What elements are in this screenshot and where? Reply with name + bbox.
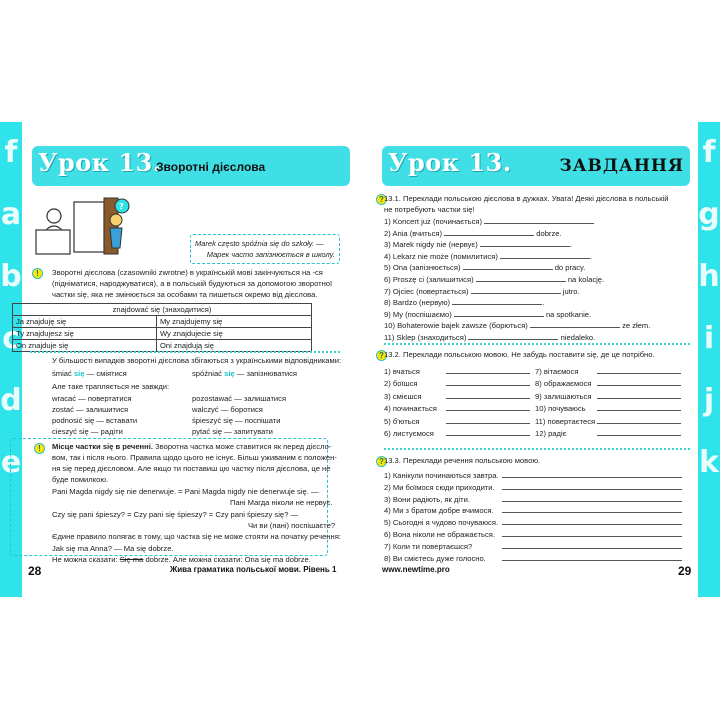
task-2-item: 11) повертаєтеся — [535, 416, 681, 427]
answer-blank[interactable] — [454, 309, 544, 317]
classroom-illustration — [32, 194, 142, 260]
divider — [30, 351, 340, 353]
table-cell: My znajdujemy się — [156, 316, 311, 328]
table-cell: Ty znajdujesz się — [13, 328, 157, 340]
match-example-2: spóźniać się — запізнюватися — [192, 369, 297, 378]
answer-blank[interactable] — [502, 482, 682, 490]
answer-blank[interactable] — [597, 416, 681, 424]
table-row — [13, 340, 312, 352]
task-2-item: 1) вчаться — [384, 366, 530, 377]
edge-letter: d — [0, 383, 22, 418]
task-3-item: 7) Коли ти повертаєшся? — [384, 541, 682, 552]
answer-blank[interactable] — [500, 251, 590, 259]
svg-text:?: ? — [119, 202, 124, 211]
answer-blank[interactable] — [502, 529, 682, 537]
answer-blank[interactable] — [597, 403, 681, 411]
example-3: Jak się ma Anna? — Ma się dobrze. — [52, 544, 174, 553]
answer-blank[interactable] — [463, 262, 553, 270]
task-1-item: 2) Ania (вчиться) dobrze. — [384, 228, 562, 238]
page-number-right: 29 — [678, 564, 692, 578]
answer-blank[interactable] — [446, 416, 530, 424]
pair-left-3: podnosić się — вставати — [52, 416, 138, 425]
task-3-item: 4) Ми з братом добре вчимося. — [384, 505, 682, 516]
task-2-item: 4) починається — [384, 403, 530, 414]
answer-blank[interactable] — [471, 286, 561, 294]
task-3-item: 8) Ви смієтесь дуже голосно. — [384, 553, 682, 564]
answer-blank[interactable] — [502, 494, 682, 502]
lesson-title: Урок 13. — [38, 148, 162, 177]
table-cell: Ja znajduję się — [13, 316, 157, 328]
but-text: Але таке трапляється не завжди: — [52, 382, 170, 391]
conjugation-table — [12, 303, 312, 352]
answer-blank[interactable] — [446, 403, 530, 411]
answer-blank[interactable] — [597, 391, 681, 399]
footer-right: www.newtime.pro — [382, 565, 450, 574]
task-2-item: 12) радіє — [535, 428, 681, 439]
task-2-item: 6) листуємося — [384, 428, 530, 439]
intro-line: Зворотні дієслова (czasowniki zwrotne) в українській мові закінчуються на -ся — [52, 268, 323, 277]
task-header — [382, 146, 690, 186]
example-bubble — [190, 234, 340, 264]
task-3-item: 1) Канікули починаються завтра. — [384, 470, 682, 481]
table-row — [13, 328, 312, 340]
task-2-item: 8) ображаємося — [535, 378, 681, 389]
question-icon: ? — [376, 350, 387, 361]
edge-letter: e — [0, 445, 22, 480]
answer-blank[interactable] — [530, 320, 620, 328]
divider — [384, 448, 690, 450]
answer-blank[interactable] — [502, 505, 682, 513]
task-2-item: 5) б'ються — [384, 416, 530, 427]
edge-letter: j — [703, 383, 715, 418]
task-1-item: 11) Sklep (знаходиться) niedaleko. — [384, 333, 596, 342]
edge-letter: k — [699, 445, 719, 480]
match-intro: У більшості випадків зворотні дієслова збігаються з українськими відповідниками: — [52, 356, 342, 365]
table-header: znajdować się (знаходитися) — [13, 304, 312, 316]
info-icon: ! — [32, 268, 43, 279]
task-2-item: 10) почуваюсь — [535, 403, 681, 414]
answer-blank[interactable] — [446, 428, 530, 436]
divider — [384, 343, 690, 345]
answer-blank[interactable] — [476, 274, 566, 282]
task-1-item: 8) Bardzo (нервую) . — [384, 298, 545, 308]
answer-blank[interactable] — [446, 391, 530, 399]
task-1-item: 1) Koncert już (починається) — [384, 216, 594, 227]
table-cell: Wy znajdujecie się — [156, 328, 311, 340]
example-1: Pani Magda nigdy się nie denerwuje. = Pani Magda nigdy nie denerwuje się. — — [52, 487, 319, 496]
answer-blank[interactable] — [446, 366, 530, 374]
example-2-ua: Чи ви (пані) поспішаєте? — [248, 521, 336, 530]
answer-blank[interactable] — [502, 470, 682, 478]
answer-blank[interactable] — [502, 517, 682, 525]
answer-blank[interactable] — [484, 216, 594, 224]
lesson-header — [32, 146, 350, 186]
edge-letter: f — [4, 135, 18, 170]
task-3-item: 3) Вони радіють, як діти. — [384, 494, 682, 505]
rule-line: Єдине правило полягає в тому, що частка się не може стояти на початку речення: — [52, 532, 341, 541]
intro-line: частки się, яка не змінюється за особами та пишеться окремо від дієслова. — [52, 290, 318, 299]
example-4: Не можна сказати: Się ma dobrze. Але можна сказати: Ona się ma dobrze. — [52, 555, 311, 564]
edge-letter: h — [698, 259, 720, 294]
task-2-item: 2) боїшся — [384, 378, 530, 389]
table-cell: On znajduje się — [13, 340, 157, 352]
info-icon: ! — [34, 443, 45, 454]
table-cell: Oni znajdują się — [156, 340, 311, 352]
edge-letter: i — [703, 321, 715, 356]
task-2-item: 9) залишаються — [535, 391, 681, 402]
lesson-topic: Зворотні дієслова — [156, 160, 266, 174]
bubble-polish: Marek często spóźnia się do szkoły. — — [195, 239, 324, 248]
edge-letter: a — [0, 197, 22, 232]
intro-line: (підніматися, народжуватися), а в польській будуються за допомогою зворотної — [52, 279, 333, 288]
bubble-ukrainian: Марек часто запізнюється в школу. — [206, 250, 335, 259]
pair-left-2: zostać — залишитися — [52, 405, 129, 414]
right-edge-decoration — [698, 122, 720, 597]
task-1-item: 6) Proszę ci (залишитися) na kolację. — [384, 275, 605, 284]
answer-blank[interactable] — [468, 332, 558, 340]
example-1-ua: Пані Магда ніколи не нервує. — [230, 498, 333, 507]
task-1-item: 4) Lekarz nie może (помилитися) . — [384, 251, 593, 261]
task-2-item: 7) вітаємося — [535, 366, 681, 377]
example-2: Czy się pani śpieszy? = Czy pani się śpieszy? = Czy pani śpieszy się? — — [52, 510, 299, 519]
task-1-item: 7) Ojciec (повертається) jutro. — [384, 286, 580, 296]
pair-right-3: śpieszyć się — поспішати — [192, 416, 281, 425]
task-3-heading: 13.3. Переклади речення польською мовою. — [384, 456, 541, 465]
task-1-item: 10) Bohaterowie bajek zawsze (борються) ze złem. — [384, 321, 651, 331]
task-3-item: 2) Ми боїмося сюди приходити. — [384, 482, 682, 493]
answer-blank[interactable] — [597, 366, 681, 374]
pair-right-2: walczyć — боротися — [192, 405, 263, 414]
task-1-heading: 13.1. Переклади польською дієслова в дужках. Увага! Деякі дієслова в польській не потребують частки się! — [384, 194, 669, 214]
pair-right-1: pozostawać — залишатися — [192, 394, 287, 403]
edge-letter: c — [2, 321, 20, 356]
task-title: ЗАВДАННЯ — [559, 156, 684, 176]
answer-blank[interactable] — [452, 297, 542, 305]
answer-blank[interactable] — [480, 239, 570, 247]
answer-blank[interactable] — [502, 541, 682, 549]
task-1-item: 9) My (поспішаємо) na spotkanie. — [384, 309, 592, 319]
task-2-item: 3) смієшся — [384, 391, 530, 402]
page-number-left: 28 — [28, 564, 42, 578]
footer-left: Жива граматика польської мови. Рівень 1 — [170, 565, 337, 574]
answer-blank[interactable] — [446, 378, 530, 386]
pair-left-1: wracać — повертатися — [52, 394, 132, 403]
answer-blank[interactable] — [444, 228, 534, 236]
question-icon: ? — [376, 194, 387, 205]
edge-letter: b — [0, 259, 22, 294]
task-3-item: 5) Сьогодні я чудово почуваюся. — [384, 517, 682, 528]
match-example-1: śmiać się — сміятися — [52, 369, 127, 378]
answer-blank[interactable] — [597, 378, 681, 386]
task-1-item: 3) Marek nigdy nie (нервує) . — [384, 240, 573, 250]
task-1-item: 5) Ona (запізнюється) do pracy. — [384, 263, 586, 273]
rule-text: Місце частки się в реченні. Зворотна частка може ставитися як перед дієсло- вом, так і після нього. Правила щодо цього не існує. Більш уживаним є положен- ня się перед дієсловом. Але якщо ти поставиш цю частку після дієслова, це не буде помилкою. — [52, 442, 337, 484]
question-icon: ? — [376, 456, 387, 467]
lesson-title: Урок 13. — [388, 148, 512, 177]
edge-letter: g — [698, 197, 720, 232]
pair-left-4: cieszyć się — радіти — [52, 427, 123, 436]
intro-text — [52, 267, 352, 300]
table-row — [13, 316, 312, 328]
pair-right-4: pytać się — запитувати — [192, 427, 273, 436]
answer-blank[interactable] — [597, 428, 681, 436]
answer-blank[interactable] — [502, 553, 682, 561]
task-2-heading: 13.2. Переклади польською мовою. Не забудь поставити się, де це потрібно. — [384, 350, 655, 359]
task-3-item: 6) Вона ніколи не ображається. — [384, 529, 682, 540]
edge-letter: f — [702, 135, 716, 170]
